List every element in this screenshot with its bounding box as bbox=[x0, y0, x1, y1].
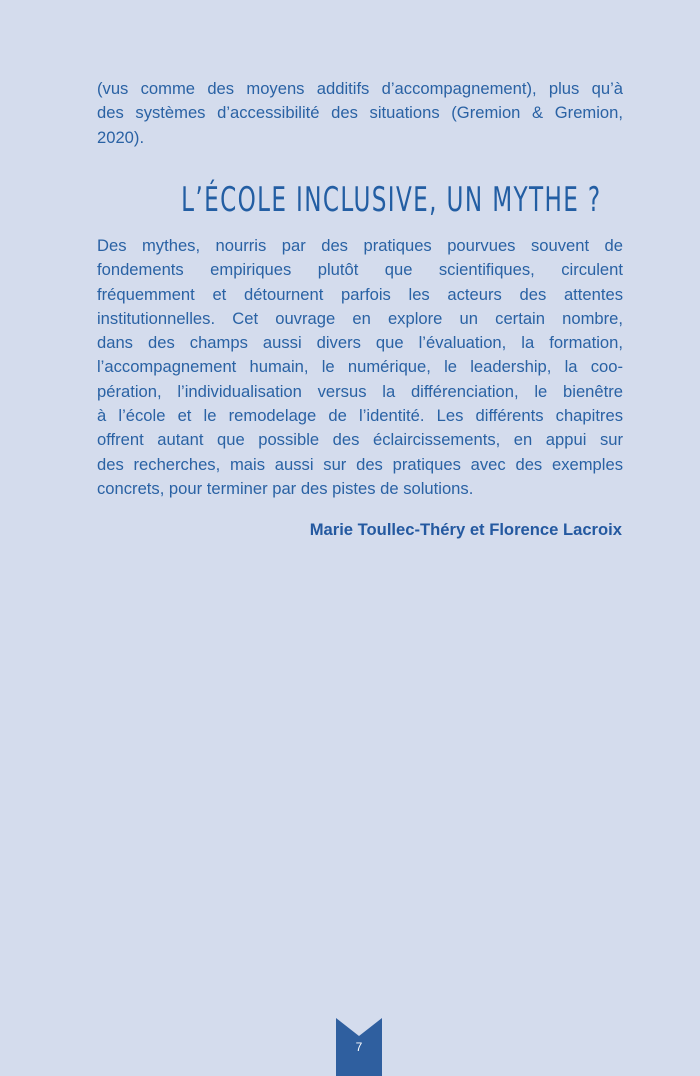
section-heading: L’ÉCOLE INCLUSIVE, UN MYTHE ? bbox=[181, 180, 602, 220]
body-line-9: offrent autant que possible des éclaircissements, en appui sur bbox=[97, 430, 623, 450]
body-line-4: institutionnelles. Cet ouvrage en explore un certain nombre, bbox=[97, 308, 623, 328]
body-line-2: fondements empiriques plutôt que scientifiques, circulent bbox=[97, 260, 623, 280]
body-line-10: des recherches, mais aussi sur des pratiques avec des exemples bbox=[97, 454, 623, 474]
intro-paragraph bbox=[97, 77, 623, 150]
body-line-8: à l’école et le remodelage de l’identité. Les différents chapitres bbox=[97, 406, 623, 426]
body-line-7: pération, l’individualisation versus la différenciation, le bienêtre bbox=[97, 381, 623, 401]
body-line-1: Des mythes, nourris par des pratiques pourvues souvent de bbox=[97, 236, 623, 255]
body-line-11: concrets, pour terminer par des pistes de solutions. bbox=[97, 478, 474, 498]
intro-line-1: (vus comme des moyens additifs d’accompagnement), plus qu’à bbox=[97, 79, 623, 98]
body-line-5: dans des champs aussi divers que l’évaluation, la formation, bbox=[97, 333, 623, 353]
body-line-6: l’accompagnement humain, le numérique, le leadership, la coo- bbox=[97, 357, 623, 377]
body-line-3: fréquemment et détournent parfois les acteurs des attentes bbox=[97, 284, 623, 304]
page-number: 7 bbox=[355, 1040, 363, 1054]
author-signature: Marie Toullec-Théry et Florence Lacroix bbox=[309, 520, 622, 539]
intro-line-2: des systèmes d’accessibilité des situations (Gremion & Gremion, bbox=[97, 103, 623, 123]
intro-line-3: 2020). bbox=[97, 127, 145, 147]
body-paragraph bbox=[97, 234, 623, 501]
